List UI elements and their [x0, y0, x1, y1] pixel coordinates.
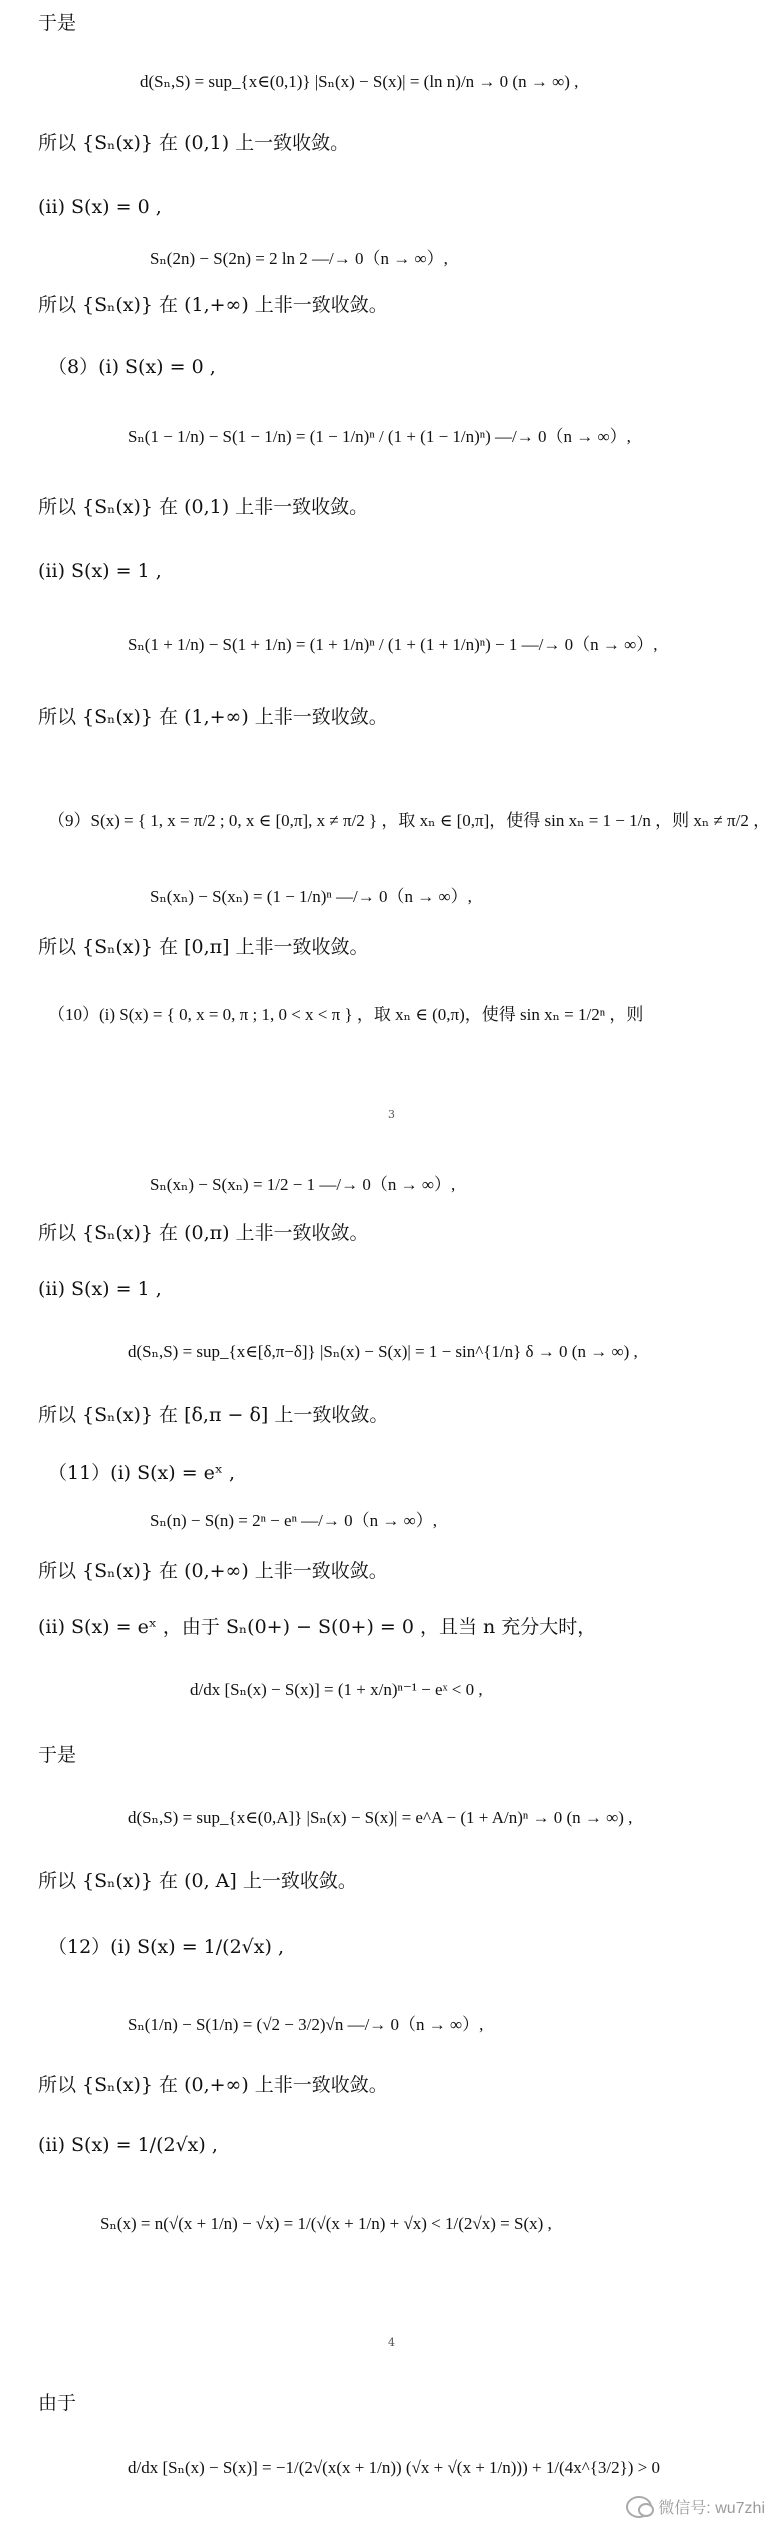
text-line: 所以 {Sₙ(x)} 在 (1,+∞) 上非一致收敛。 [38, 294, 388, 316]
text-line: 于是 [38, 1744, 77, 1766]
text-line: （12）(i) S(x) = 1/(2√x) , [48, 1936, 284, 1958]
watermark [626, 2495, 765, 2518]
text-line: （8）(i) S(x) = 0 , [48, 356, 216, 378]
text-line: (ii) S(x) = eˣ ，由于 Sₙ(0+) − S(0+) = 0 ，且当 n 充分大时， [38, 1616, 597, 1638]
text-line: （11）(i) S(x) = eˣ , [48, 1462, 236, 1484]
text-line: (ii) S(x) = 1 , [38, 560, 162, 582]
formula-line: Sₙ(1 − 1/n) − S(1 − 1/n) = (1 − 1/n)ⁿ / (1 + (1 − 1/n)ⁿ) —/→ 0（n → ∞）, [128, 427, 631, 446]
text-line: 所以 {Sₙ(x)} 在 (0,1) 上一致收敛。 [38, 132, 350, 154]
formula-line: d/dx [Sₙ(x) − S(x)] = (1 + x/n)ⁿ⁻¹ − eˣ < 0 , [190, 1680, 483, 1699]
page-number: 3 [388, 1108, 395, 1121]
formula-line: Sₙ(2n) − S(2n) = 2 ln 2 —/→ 0（n → ∞）, [150, 249, 448, 268]
formula-line: d(Sₙ,S) = sup_{x∈[δ,π−δ]} |Sₙ(x) − S(x)| = 1 − sin^{1/n} δ → 0 (n → ∞) , [128, 1342, 638, 1361]
text-line: 所以 {Sₙ(x)} 在 (0,1) 上非一致收敛。 [38, 496, 369, 518]
text-line: 所以 {Sₙ(x)} 在 (1,+∞) 上非一致收敛。 [38, 706, 388, 728]
formula-line: d/dx [Sₙ(x) − S(x)] = −1/(2√(x(x + 1/n)) (√x + √(x + 1/n))) + 1/(4x^{3/2}) > 0 [128, 2458, 660, 2477]
text-line: 所以 {Sₙ(x)} 在 (0,+∞) 上非一致收敛。 [38, 2074, 388, 2096]
wechat-icon [626, 2496, 652, 2518]
text-line: 所以 {Sₙ(x)} 在 [0,π] 上非一致收敛。 [38, 936, 369, 958]
formula-line: （10）(i) S(x) = { 0, x = 0, π ; 1, 0 < x < π } ，取 xₙ ∈ (0,π)，使得 sin xₙ = 1/2ⁿ ，则 [48, 1005, 644, 1024]
formula-line: （9）S(x) = { 1, x = π/2 ; 0, x ∈ [0,π], x ≠ π/2 } ，取 xₙ ∈ [0,π]，使得 sin xₙ = 1 − 1/n ，则 xₙ ≠ π/2 ， [48, 811, 771, 830]
text-line: 所以 {Sₙ(x)} 在 (0,π) 上非一致收敛。 [38, 1222, 369, 1244]
text-line: (ii) S(x) = 0 , [38, 196, 162, 218]
formula-line: d(Sₙ,S) = sup_{x∈(0,A]} |Sₙ(x) − S(x)| = e^A − (1 + A/n)ⁿ → 0 (n → ∞) , [128, 1808, 633, 1827]
page-number: 4 [388, 2336, 395, 2349]
formula-line: Sₙ(x) = n(√(x + 1/n) − √x) = 1/(√(x + 1/n) + √x) < 1/(2√x) = S(x) , [100, 2214, 552, 2233]
formula-line: Sₙ(xₙ) − S(xₙ) = 1/2 − 1 —/→ 0（n → ∞）, [150, 1175, 456, 1194]
formula-line: Sₙ(xₙ) − S(xₙ) = (1 − 1/n)ⁿ —/→ 0（n → ∞）, [150, 887, 472, 906]
text-line: 于是 [38, 12, 77, 34]
text-line: 由于 [38, 2392, 77, 2414]
text-line: 所以 {Sₙ(x)} 在 (0, A] 上一致收敛。 [38, 1870, 357, 1892]
formula-line: Sₙ(1 + 1/n) − S(1 + 1/n) = (1 + 1/n)ⁿ / (1 + (1 + 1/n)ⁿ) − 1 —/→ 0（n → ∞）, [128, 635, 658, 654]
formula-line: d(Sₙ,S) = sup_{x∈(0,1)} |Sₙ(x) − S(x)| = (ln n)/n → 0 (n → ∞) , [140, 72, 579, 91]
formula-line: Sₙ(n) − S(n) = 2ⁿ − eⁿ —/→ 0（n → ∞）, [150, 1511, 438, 1530]
formula-line: Sₙ(1/n) − S(1/n) = (√2 − 3/2)√n —/→ 0（n → ∞）, [128, 2015, 484, 2034]
watermark-text: 微信号: wu7zhi [658, 2500, 765, 2517]
text-line: (ii) S(x) = 1/(2√x) , [38, 2134, 218, 2156]
text-line: 所以 {Sₙ(x)} 在 (0,+∞) 上非一致收敛。 [38, 1560, 388, 1582]
text-line: 所以 {Sₙ(x)} 在 [δ,π − δ] 上一致收敛。 [38, 1404, 389, 1426]
text-line: (ii) S(x) = 1 , [38, 1278, 162, 1300]
